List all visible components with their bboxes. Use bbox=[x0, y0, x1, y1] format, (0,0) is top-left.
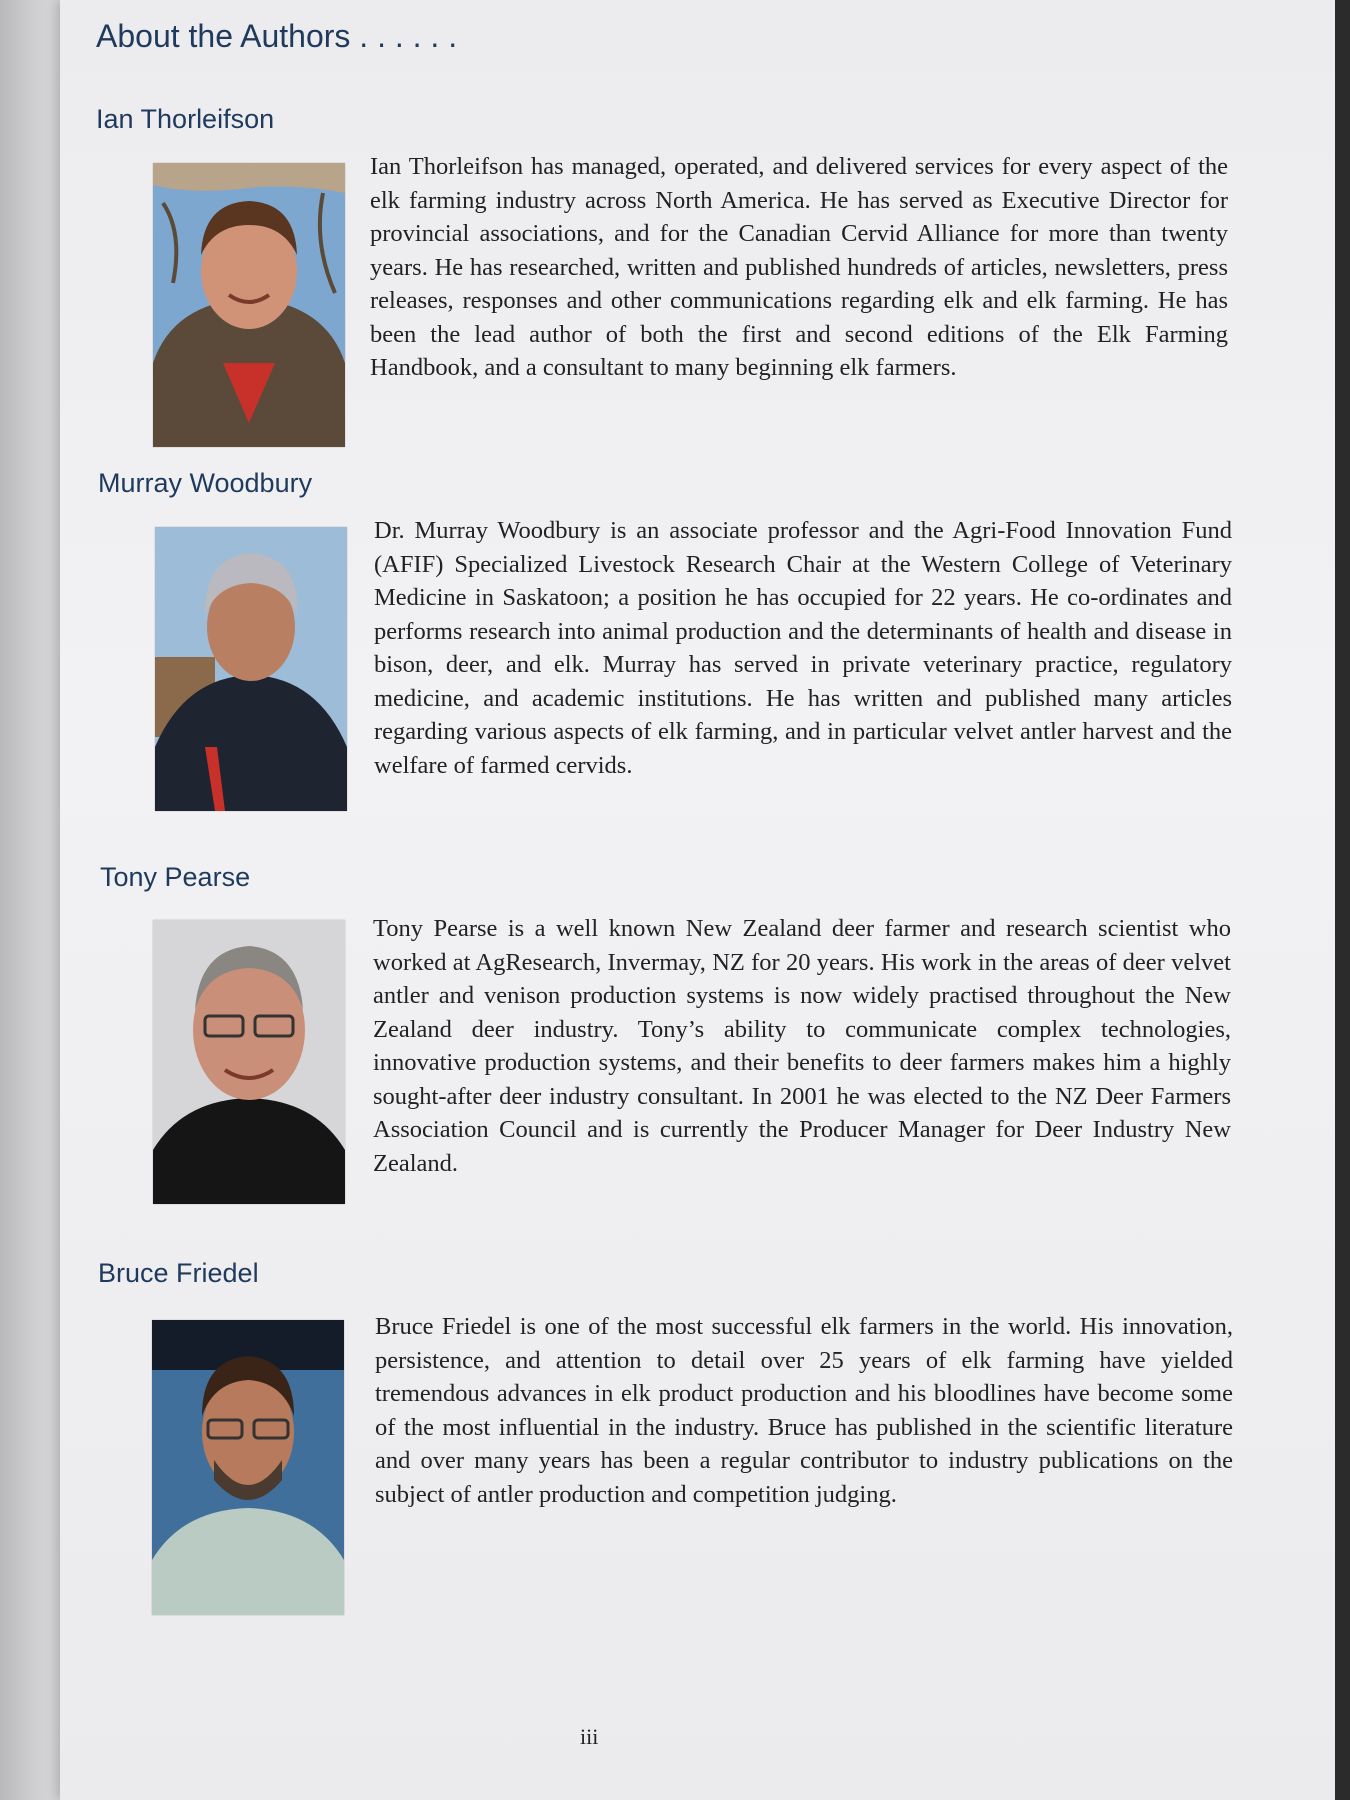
book-spine-shadow bbox=[0, 0, 62, 1800]
author-name-thorleifson: Ian Thorleifson bbox=[96, 104, 275, 134]
author-name-pearse: Tony Pearse bbox=[100, 862, 251, 892]
author-bio-pearse: Tony Pearse is a well known New Zealand deer farmer and research scientist who worked at AgResearch, Invermay, NZ for 20 years. His work in the areas of deer velvet antler and venison production systems is now widely practised throughout the New Zealand deer industry. Tony’s ability to communicate complex technologies, innovative production systems, and their benefits to deer farmers makes him a highly sought-after deer industry consultant. In 2001 he was elected to the NZ Deer Farmers Association Council and is currently the Producer Manager for Deer Industry New Zealand. bbox=[373, 915, 1231, 1177]
page-number: iii bbox=[580, 1724, 599, 1749]
author-bio-woodbury: Dr. Murray Woodbury is an associate professor and the Agri-Food Innovation Fund (AFIF) Specialized Livestock Research Chair at the Western College of Veterinary Medicine in Saskatoon; a position he has occupied for 22 years. He co-ordinates and performs research into animal production and the determinants of health and disease in bison, deer, and elk. Murray has served in private veterinary practice, regulatory medicine, and academic institutions. He has written and published many articles regarding various aspects of elk farming, and in particular velvet antler harvest and the welfare of farmed cervids. bbox=[374, 517, 1232, 779]
page-heading: About the Authors . . . . . . bbox=[96, 18, 458, 54]
author-photo-woodbury bbox=[155, 527, 347, 811]
author-name-friedel: Bruce Friedel bbox=[98, 1258, 259, 1288]
author-bio-friedel: Bruce Friedel is one of the most successful elk farmers in the world. His innovation, persistence, and attention to detail over 25 years of elk farming have yielded tremendous advances in elk product production and his bloodlines have become some of the most influential in the industry. Bruce has published in the scientific literature and over many years has been a regular contributor to industry publications on the subject of antler production and competition judging. bbox=[375, 1313, 1233, 1508]
author-bio-thorleifson: Ian Thorleifson has managed, operated, and delivered services for every aspect of the elk farming industry across North America. He has served as Executive Director for provincial associations, and for the Canadian Cervid Alliance for more than twenty years. He has researched, written and published hundreds of articles, newsletters, press releases, responses and other communications regarding elk and elk farming. He has been the lead author of both the first and second editions of the Elk Farming Handbook, and a consultant to many beginning elk farmers. bbox=[370, 153, 1228, 381]
author-name-woodbury: Murray Woodbury bbox=[98, 468, 313, 498]
page-edge bbox=[1335, 0, 1350, 1800]
author-photo-pearse bbox=[153, 920, 345, 1204]
author-photo-thorleifson bbox=[153, 163, 345, 447]
author-photo-friedel bbox=[152, 1320, 344, 1615]
